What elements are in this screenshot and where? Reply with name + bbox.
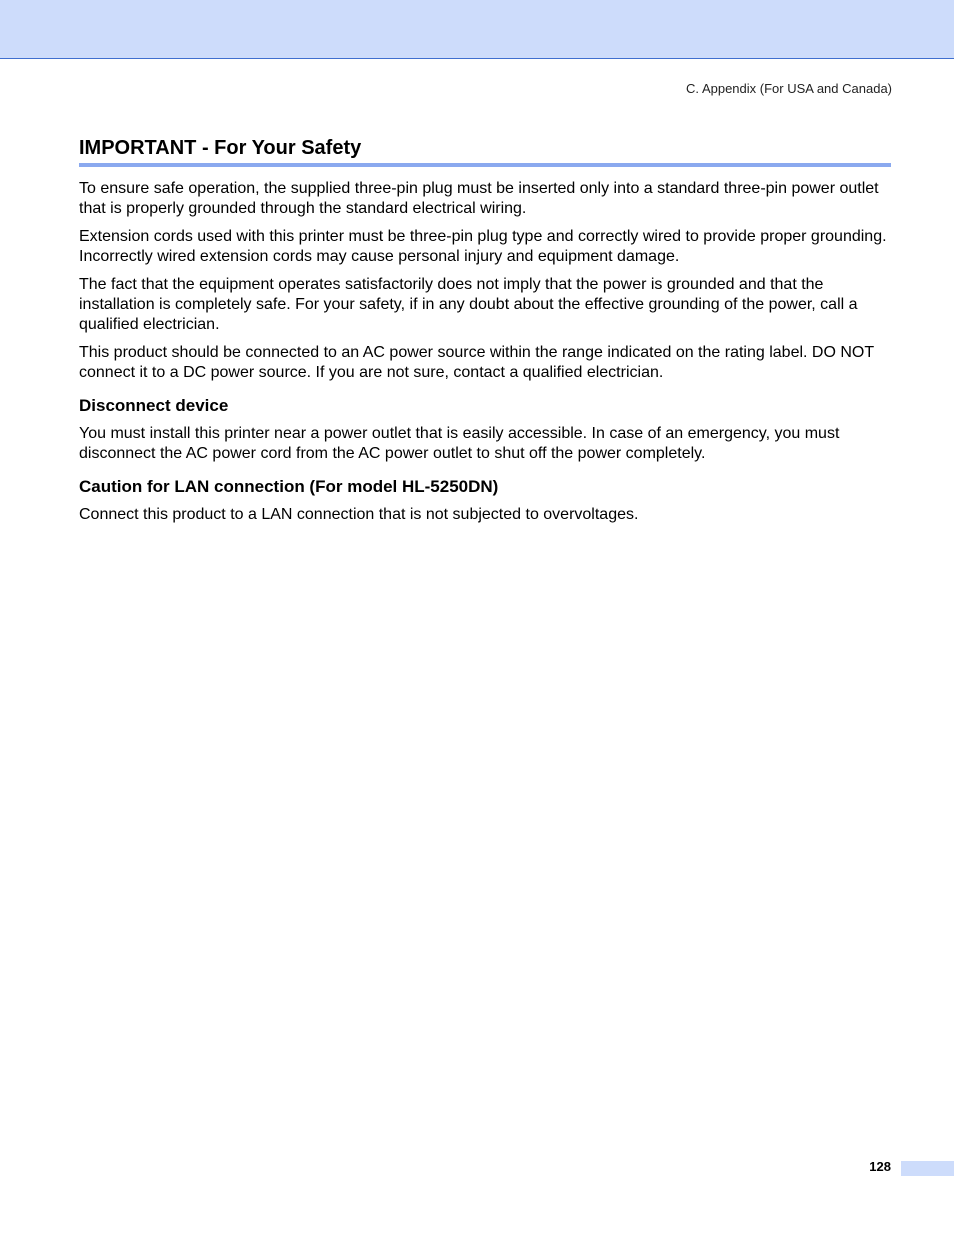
disconnect-heading: Disconnect device <box>79 396 229 415</box>
disconnect-paragraph: You must install this printer near a power outlet that is easily accessible. In case of an emergency, you must disconnect the AC power cord from the AC power outlet to shut off the power completely. <box>79 425 840 462</box>
safety-paragraph-3: The fact that the equipment operates satisfactorily does not imply that the power is grounded and that the installation is completely safe. For your safety, if in any doubt about the effective grounding of the power, call a qualified electrician. <box>79 276 858 333</box>
lan-caution-heading: Caution for LAN connection (For model HL-5250DN) <box>79 477 499 496</box>
lan-caution-paragraph: Connect this product to a LAN connection that is not subjected to overvoltages. <box>79 506 639 523</box>
safety-paragraph-1: To ensure safe operation, the supplied three-pin plug must be inserted only into a standard three-pin power outlet that is properly grounded through the standard electrical wiring. <box>79 180 879 217</box>
safety-paragraph-2: Extension cords used with this printer must be three-pin plug type and correctly wired to provide proper grounding. Incorrectly wired extension cords may cause personal injury and equipment damage. <box>79 228 887 265</box>
section-title: IMPORTANT - For Your Safety <box>79 135 891 167</box>
page-content <box>79 135 891 525</box>
safety-paragraph-4: This product should be connected to an AC power source within the range indicated on the rating label. DO NOT connect it to a DC power source. If you are not sure, contact a qualified electrician. <box>79 344 874 381</box>
page-tab-marker <box>901 1161 954 1176</box>
running-header: C. Appendix (For USA and Canada) <box>686 81 892 96</box>
header-band <box>0 0 954 59</box>
page-number: 128 <box>869 1159 891 1174</box>
